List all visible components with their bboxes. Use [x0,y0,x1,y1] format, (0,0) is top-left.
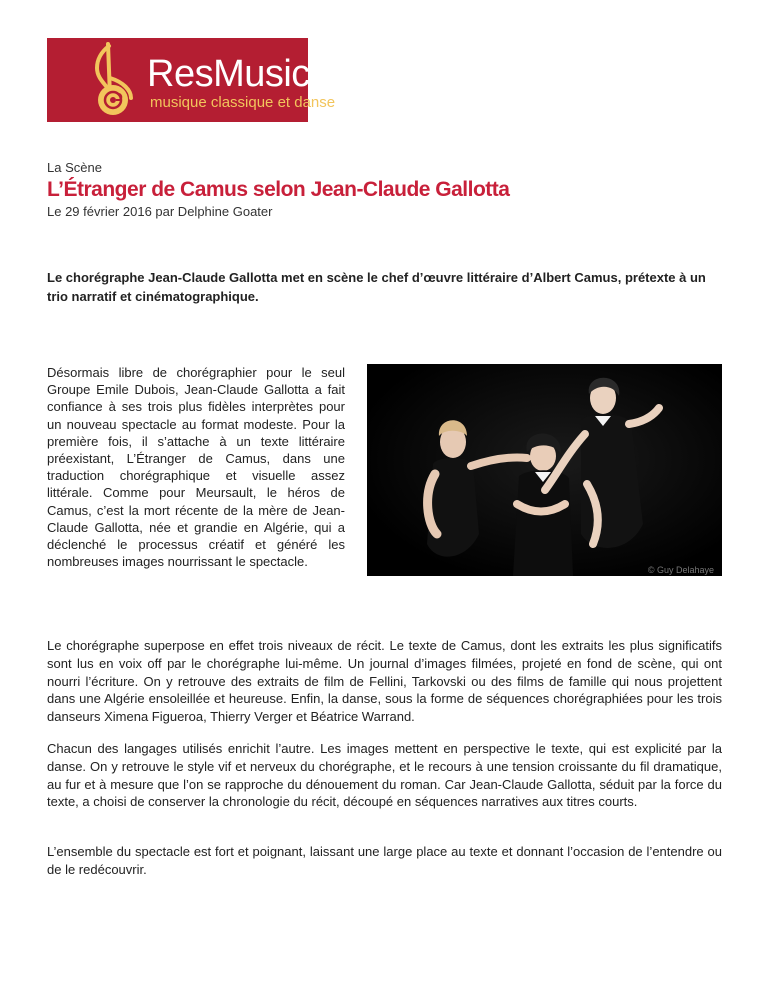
article-intro: Désormais libre de chorégraphier pour le seul Groupe Emile Dubois, Jean-Claude Gallotta a fait confiance à ses trois plus fidèles interprètes pour un nouveau spectacle au format modeste. Pour la première fois, il s’attache à un texte littéraire préexistant, L’Étranger de Camus, dans une traduction chorégraphique et visuelle assez littérale. Comme pour Meursault, le héros de Camus, c’est la mort récente de la mère de Jean-Claude Gallotta, née et grandie en Algérie, qui a déclenché le processus créatif et généré les nombreuses images nourrissant le spectacle. [47,365,345,570]
article-paragraph: Le chorégraphe superpose en effet trois niveaux de récit. Le texte de Camus, dont les extraits les plus significatifs sont lus en voix off par le chorégraphe lui-même. Un journal d’images filmées, projeté en fond de scène, qui ont nourri l’écriture. On y retrouve des extraits de film de Fellini, Tarkovski ou des films de famille qui nous projettent dans une Algérie ensoleillée et heureuse. Enfin, la danse, sous la forme de séquences chorégraphiées pour les trois danseurs Ximena Figueroa, Thierry Verger et Béatrice Warrand. [47,638,722,725]
logo-wordmark: ResMusica [147,53,331,95]
section-label[interactable]: La Scène [47,160,102,175]
resmusica-logo[interactable] [47,38,336,122]
dancers-illustration [367,364,722,576]
article-paragraph: L’ensemble du spectacle est fort et poignant, laissant une large place au texte et donnant l’occasion de l’entendre ou de le redécouvrir. [47,844,722,877]
article-byline: Le 29 février 2016 par Delphine Goater [47,204,273,219]
photo-credit: © Guy Delahaye [647,565,714,575]
article-title: L’Étranger de Camus selon Jean-Claude Gallotta [47,178,510,201]
logo-tagline: musique classique et danse [150,94,336,111]
dance-photo [367,364,722,576]
article-paragraph: Chacun des langages utilisés enrichit l’autre. Les images mettent en perspective le texte, qui est explicité par la danse. On y retrouve le style vif et nerveux du chorégraphe, et le recours à une tension croissante du fil dramatique, au fur et à mesure que l’on se rapproche du dénouement du roman. Car Jean-Claude Gallotta, séduit par la force du texte, a choisi de conserver la chronologie du récit, découpé en séquences narratives aux titres courts. [47,741,722,810]
article-lead: Le chorégraphe Jean-Claude Gallotta met en scène le chef d’œuvre littéraire d’Albert Camus, prétexte à un trio narratif et cinématographique. [47,270,706,304]
